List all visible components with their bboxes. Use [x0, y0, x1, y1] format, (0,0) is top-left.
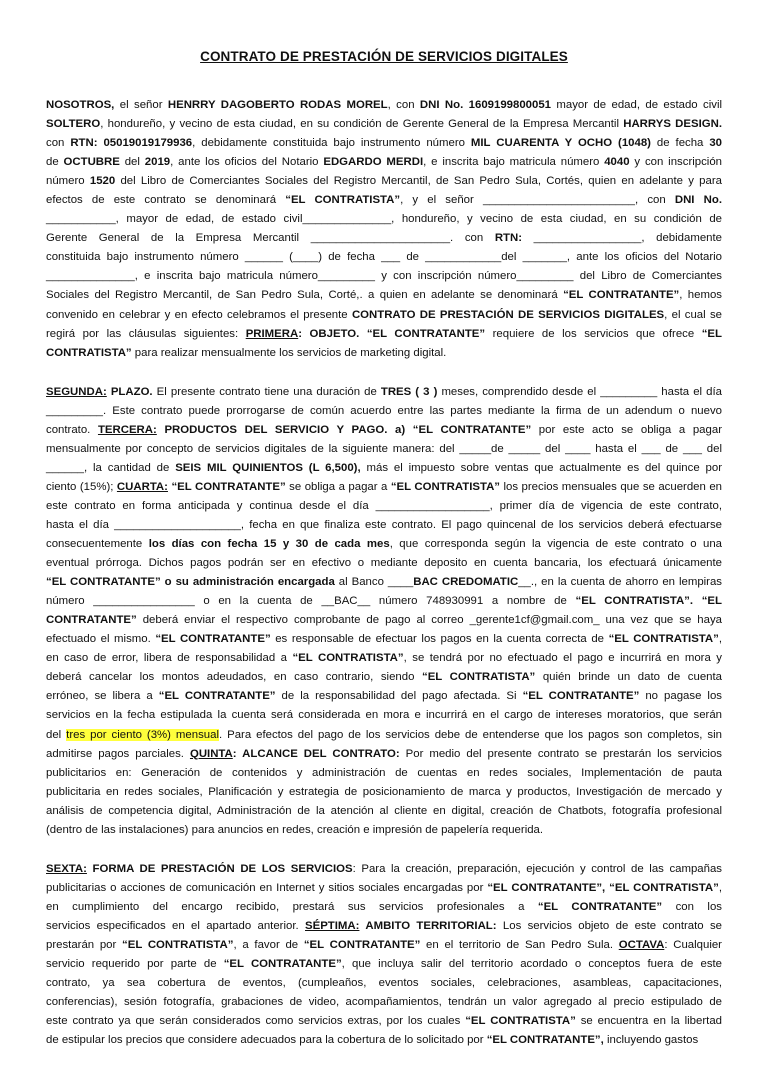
- text-line: [46, 687, 722, 706]
- text-run: del: [46, 728, 67, 741]
- text-run: : Para la creación, preparación, ejecución y control de las campañas: [352, 862, 723, 875]
- bold-text: 2019: [144, 156, 171, 169]
- bold-text: “EL CONTRATISTA”: [122, 938, 234, 951]
- text-run: los precios mensuales que se acuerden en: [500, 480, 722, 493]
- bold-text: EDGARDO MERDI: [323, 156, 424, 169]
- bold-text: “EL CONTRATANTE” o su administración encargada: [46, 576, 335, 589]
- text-run: eventual prórroga. Dichos pagos podrán ser en efectivo o mediante deposito en cuenta bancaria, los efectuará únicamente: [46, 557, 722, 570]
- text-run: efectuado el mismo.: [46, 633, 156, 646]
- text-run: contrato, ya sea cobertura de eventos, (cumpleaños, eventos sociales, celebraciones, asambleas, capacitaciones,: [46, 977, 722, 990]
- text-run: en cumplimiento del encargo recibido, prestará sus servicios profesionales a: [46, 900, 538, 913]
- text-line: [46, 611, 722, 630]
- bold-text: “EL CONTRATISTA”: [390, 480, 501, 493]
- bold-text: FORMA DE PRESTACIÓN DE LOS SERVICIOS: [86, 862, 353, 875]
- text-line: [46, 172, 722, 191]
- bold-text: “EL CONTRATISTA”.: [575, 595, 694, 608]
- text-run: publicitarios en: Generación de contenidos y administración de cuentas en redes sociales, Implementación de pauta: [46, 766, 722, 779]
- bold-text: MIL CUARENTA Y OCHO (1048): [470, 137, 651, 150]
- text-line: [46, 535, 722, 554]
- text-run: del Libro de Comerciantes Sociales del Registro Mercantil, de San Pedro Sula, Cortés, quien en adelante y para: [115, 175, 722, 188]
- text-run: regirá por las cláusulas siguientes:: [46, 327, 246, 340]
- contract-paragraph: [46, 96, 722, 363]
- bold-text: RTN:: [494, 232, 523, 245]
- bold-text: CONTRATO DE PRESTACIÓN DE SERVICIOS DIGITALES: [351, 308, 665, 321]
- bold-text: DNI No. 1609199800051: [419, 99, 552, 111]
- text-line: [46, 325, 722, 344]
- text-run: este contrato ya que serán considerados como servicios extras, por los cuales: [46, 1015, 466, 1028]
- bold-text: los días con fecha 15 y 30 de cada mes: [148, 538, 390, 551]
- text-run: __., en la cuenta de ahorro en lempiras: [518, 576, 723, 589]
- highlighted-text: tres por ciento (3%) mensual: [66, 728, 219, 741]
- bold-text: PRODUCTOS DEL SERVICIO Y PAGO. a): [156, 423, 406, 436]
- text-run: : Cualquier: [664, 938, 722, 951]
- text-run: en el territorio de San Pedro Sula.: [420, 938, 619, 951]
- text-run: este contrato en forma anticipada y continua desde el día __________________, primer día de vigencia de este contrato,: [46, 499, 722, 512]
- text-run: de fecha: [650, 137, 710, 150]
- bold-text: OCTUBRE: [63, 156, 120, 169]
- contract-paragraph: [46, 860, 722, 1050]
- text-run: , que corresponda según la vigencia de este contrato o una: [389, 538, 723, 551]
- text-run: ciento (15%);: [46, 480, 117, 493]
- bold-text: PRIMERA: [245, 327, 299, 340]
- text-run: contrato.: [46, 423, 98, 436]
- text-run: Sociales del Registro Mercantil, de San Pedro Sula, Corté,. a quien en adelante se denominará: [46, 289, 564, 302]
- text-line: [46, 573, 722, 592]
- text-run: publicitaria en redes sociales, Planificación y estrategia de posicionamiento de marca y productos, Investigación de mercado y: [46, 785, 722, 798]
- text-run: y con inscripción: [629, 156, 722, 169]
- text-run: consecuentemente: [46, 538, 149, 551]
- bold-text: CONTRATANTE”: [46, 614, 137, 627]
- text-run: . Para efectos del pago de los servicios debe de entenderse que los pagos son completos, sin: [218, 728, 722, 741]
- bold-text: “EL CONTRATANTE”: [522, 690, 640, 703]
- text-line: [46, 879, 722, 898]
- text-line: [46, 974, 722, 993]
- text-line: [46, 1031, 722, 1050]
- contract-paragraph: [46, 383, 722, 840]
- text-line: [46, 96, 722, 115]
- text-line: [46, 898, 722, 917]
- text-run: servicio requerido por parte de: [46, 958, 224, 971]
- text-line: [46, 478, 722, 497]
- text-run: conferencias), sesión fotografía, grabaciones de video, acompañamientos, tendrán un valor agregado al precio estipulado de: [46, 996, 722, 1009]
- text-line: [46, 440, 722, 459]
- text-run: , que incluya salir del territorio acordado o conceptos fuera de este: [341, 958, 723, 971]
- bold-text: “EL CONTRATANTE”: [412, 423, 532, 436]
- text-run: , el cual se: [664, 308, 722, 321]
- text-line: [46, 821, 722, 840]
- text-line: [46, 497, 722, 516]
- text-run: hasta el día ____________________, fecha en que finaliza este contrato. El pago quincenal de los servicios deberá efectuarse: [46, 518, 722, 531]
- text-run: de: [46, 156, 64, 169]
- bold-text: HARRYS DESIGN.: [623, 118, 722, 131]
- text-line: [46, 860, 722, 879]
- bold-text: SEXTA:: [46, 862, 87, 875]
- bold-text: CUARTA:: [116, 480, 168, 493]
- text-line: [46, 745, 722, 764]
- text-line: [46, 516, 722, 535]
- bold-text: SOLTERO: [46, 118, 101, 131]
- text-run: se encuentra en la libertad: [575, 1015, 722, 1028]
- text-run: servicios especificados en el apartado anterior.: [46, 919, 305, 932]
- text-run: mensualmente por concepto de servicios digitales de la siguiente manera: del _____de _____ del ____ hasta el ___ de ___ del: [46, 442, 722, 455]
- bold-text: “EL CONTRATANTE”: [563, 289, 680, 302]
- text-run: quién brinde un dato de cuenta: [535, 671, 722, 684]
- text-run: , debidamente constituida bajo instrumento número: [192, 137, 471, 150]
- text-run: con los: [662, 900, 722, 913]
- text-run: Por medio del presente contrato se prestarán los servicios: [399, 747, 722, 760]
- text-run: de estipular los precios que considere adecuados para la cobertura de lo solicitado por: [46, 1034, 487, 1047]
- text-run: del: [119, 156, 145, 169]
- text-run: constituida bajo instrumento número ______ (____) de fecha ___ de ____________del _______, ante los oficios del Notario: [46, 251, 722, 264]
- text-run: por este acto se obliga a pagar: [531, 423, 722, 436]
- text-run: el señor: [114, 99, 168, 111]
- bold-text: “EL CONTRATISTA”: [608, 633, 719, 646]
- text-line: [46, 955, 722, 974]
- bold-text: “EL CONTRATANTE”: [167, 480, 286, 493]
- bold-text: “EL CONTRATISTA”: [292, 652, 404, 665]
- text-run: requiere de los servicios que ofrece: [485, 327, 702, 340]
- text-line: [46, 917, 722, 936]
- text-line: [46, 306, 722, 325]
- bold-text: 4040: [604, 156, 630, 169]
- text-line: [46, 286, 722, 305]
- text-line: [46, 706, 722, 725]
- text-run: , con: [387, 99, 420, 111]
- text-line: [46, 153, 722, 172]
- text-run: deberá enviar el respectivo comprobante de pago al correo _gerente1cf@gmail.com_ una vez que se haya: [136, 614, 722, 627]
- bold-text: SÉPTIMA:: [305, 919, 360, 932]
- text-run: admitirse pagos parciales.: [46, 747, 190, 760]
- text-run: ______________, e inscrita bajo matricula número_________ y con inscripción número_________ del Libro de Comerciantes: [46, 270, 722, 283]
- text-run: Gerente General de la Empresa Mercantil ______________________. con: [46, 232, 495, 245]
- bold-text: QUINTA: [189, 747, 233, 760]
- text-run: con: [46, 137, 71, 150]
- text-run: , y el señor ________________________, con: [400, 194, 675, 207]
- bold-text: NOSOTROS,: [46, 99, 115, 111]
- text-run: , ante los oficios del Notario: [170, 156, 324, 169]
- text-run: análisis de competencia digital, Administración de la atención al cliente en digital, creación de Chatbots, fotografía profesional: [46, 804, 722, 817]
- bold-text: BAC CREDOMATIC: [413, 576, 519, 589]
- text-run: [405, 424, 413, 436]
- bold-text: SEGUNDA:: [46, 385, 107, 398]
- text-line: [46, 115, 722, 134]
- text-run: convenido en celebrar y en efecto celebramos el presente: [46, 308, 352, 321]
- text-run: en caso de error, libera de responsabilidad a: [46, 652, 293, 665]
- text-run: (dentro de las instalaciones) para anuncios en redes, creación e impresión de papelería requerida.: [46, 823, 544, 836]
- text-run: , hondureño, y vecino de esta ciudad, en su condición de Gerente General de la Empresa Mercantil: [100, 118, 624, 131]
- bold-text: HENRRY DAGOBERTO RODAS MOREL: [167, 99, 388, 111]
- text-run: _________. Este contrato puede prorrogarse de común acuerdo entre las partes mediante la firma de un adendum o nuevo: [46, 404, 722, 417]
- text-line: [46, 802, 722, 821]
- bold-text: : ALCANCE DEL CONTRATO:: [232, 747, 400, 760]
- text-line: [46, 1012, 722, 1031]
- text-run: Los servicios objeto de este contrato se: [496, 919, 722, 932]
- bold-text: “EL CONTRATANTE”: [303, 938, 421, 951]
- text-run: ______, la cantidad de: [46, 461, 176, 474]
- bold-text: AMBITO TERRITORIAL:: [359, 919, 497, 932]
- text-run: , hemos: [679, 289, 722, 302]
- bold-text: “EL CONTRATANTE”: [155, 633, 271, 646]
- text-line: [46, 402, 722, 421]
- text-run: se obliga a pagar a: [285, 480, 391, 493]
- text-run: servicios en la fecha estipulada la cuenta será considerada en mora e incurrirá en el cargo de intereses moratorios, que serán: [46, 709, 722, 722]
- bold-text: “EL CONTRATANTE”: [158, 690, 276, 703]
- text-line: [46, 554, 722, 573]
- document-body: [46, 96, 722, 1070]
- text-run: ,: [718, 633, 722, 646]
- bold-text: TRES ( 3 ): [380, 385, 438, 398]
- text-line: [46, 783, 722, 802]
- bold-text: OCTAVA: [618, 938, 665, 951]
- text-line: [46, 383, 722, 402]
- bold-text: SEIS MIL QUINIENTOS (L 6,500),: [175, 461, 361, 474]
- bold-text: 1520: [89, 175, 116, 188]
- bold-text: CONTRATISTA”: [46, 346, 132, 359]
- text-line: [46, 630, 722, 649]
- bold-text: PLAZO.: [106, 385, 153, 398]
- bold-text: TERCERA:: [97, 423, 157, 436]
- bold-text: “EL: [701, 327, 722, 340]
- text-line: [46, 421, 722, 440]
- text-line: [46, 248, 722, 267]
- page-title: CONTRATO DE PRESTACIÓN DE SERVICIOS DIGITALES: [200, 49, 568, 64]
- text-line: [46, 668, 722, 687]
- text-run: es responsable de efectuar los pagos en la cuenta correcta de: [270, 633, 609, 646]
- text-line: [46, 134, 722, 153]
- text-run: no pagase los: [639, 690, 722, 703]
- text-line: [46, 344, 722, 363]
- text-run: , e inscrita bajo matricula número: [423, 156, 605, 169]
- text-line: [46, 649, 722, 668]
- text-run: incluyendo gastos: [603, 1034, 699, 1047]
- bold-text: “EL CONTRATANTE”: [537, 900, 663, 913]
- text-line: [46, 592, 722, 611]
- text-run: [693, 595, 702, 607]
- bold-text: “EL CONTRATANTE”, “EL CONTRATISTA”: [487, 881, 719, 894]
- bold-text: RTN: 05019019179936: [70, 137, 193, 150]
- text-line: [46, 191, 722, 210]
- text-line: [46, 210, 722, 229]
- bold-text: DNI No.: [674, 194, 722, 207]
- text-line: [46, 267, 722, 286]
- text-run: _________________, debidamente: [522, 232, 722, 245]
- text-run: al Banco ____: [334, 576, 414, 589]
- bold-text: 30: [709, 137, 722, 150]
- text-run: mayor de edad, de estado civil: [551, 99, 723, 111]
- text-line: [46, 936, 722, 955]
- text-run: meses, comprendido desde el _________ hasta el día: [437, 385, 722, 398]
- text-run: ___________, mayor de edad, de estado civil______________, hondureño, y vecino de esta ciudad, en su condición de: [46, 213, 722, 226]
- text-run: para realizar mensualmente los servicios de marketing digital.: [131, 346, 447, 359]
- text-run: , se tendrá por no efectuado el pago e incurrirá en mora y: [403, 652, 722, 665]
- text-line: [46, 726, 722, 745]
- text-run: El presente contrato tiene una duración de: [152, 385, 381, 398]
- text-line: [46, 764, 722, 783]
- bold-text: “EL CONTRATANTE”,: [486, 1034, 604, 1047]
- bold-text: “EL CONTRATISTA”: [422, 671, 536, 684]
- text-run: efectos de este contrato se denominará: [46, 194, 286, 207]
- text-run: erróneo, se libera a: [46, 690, 159, 703]
- text-line: [46, 229, 722, 248]
- bold-text: “EL CONTRATANTE”: [223, 958, 342, 971]
- bold-text: “EL CONTRATISTA”: [285, 194, 401, 207]
- text-run: prestarán por: [46, 938, 123, 951]
- text-run: publicitarias o acciones de comunicación en Internet y sitios sociales encargadas por: [46, 881, 488, 894]
- text-run: ,: [718, 881, 722, 894]
- text-run: número ________________ o en la cuenta de __BAC__ número 748930991 a nombre de: [46, 595, 576, 608]
- text-run: de la responsabilidad del pago afectada. Si: [275, 690, 523, 703]
- text-run: más el impuesto sobre ventas que actualmente es del quince por: [360, 461, 722, 474]
- text-run: , a favor de: [233, 938, 304, 951]
- text-run: número: [46, 175, 90, 188]
- bold-text: “EL: [701, 595, 722, 608]
- text-line: [46, 993, 722, 1012]
- text-line: [46, 459, 722, 478]
- text-run: deberá cancelar los montos adeudados, en caso contrario, siendo: [46, 671, 422, 684]
- bold-text: “EL CONTRATISTA”: [465, 1015, 576, 1028]
- bold-text: : OBJETO. “EL CONTRATANTE”: [298, 327, 486, 340]
